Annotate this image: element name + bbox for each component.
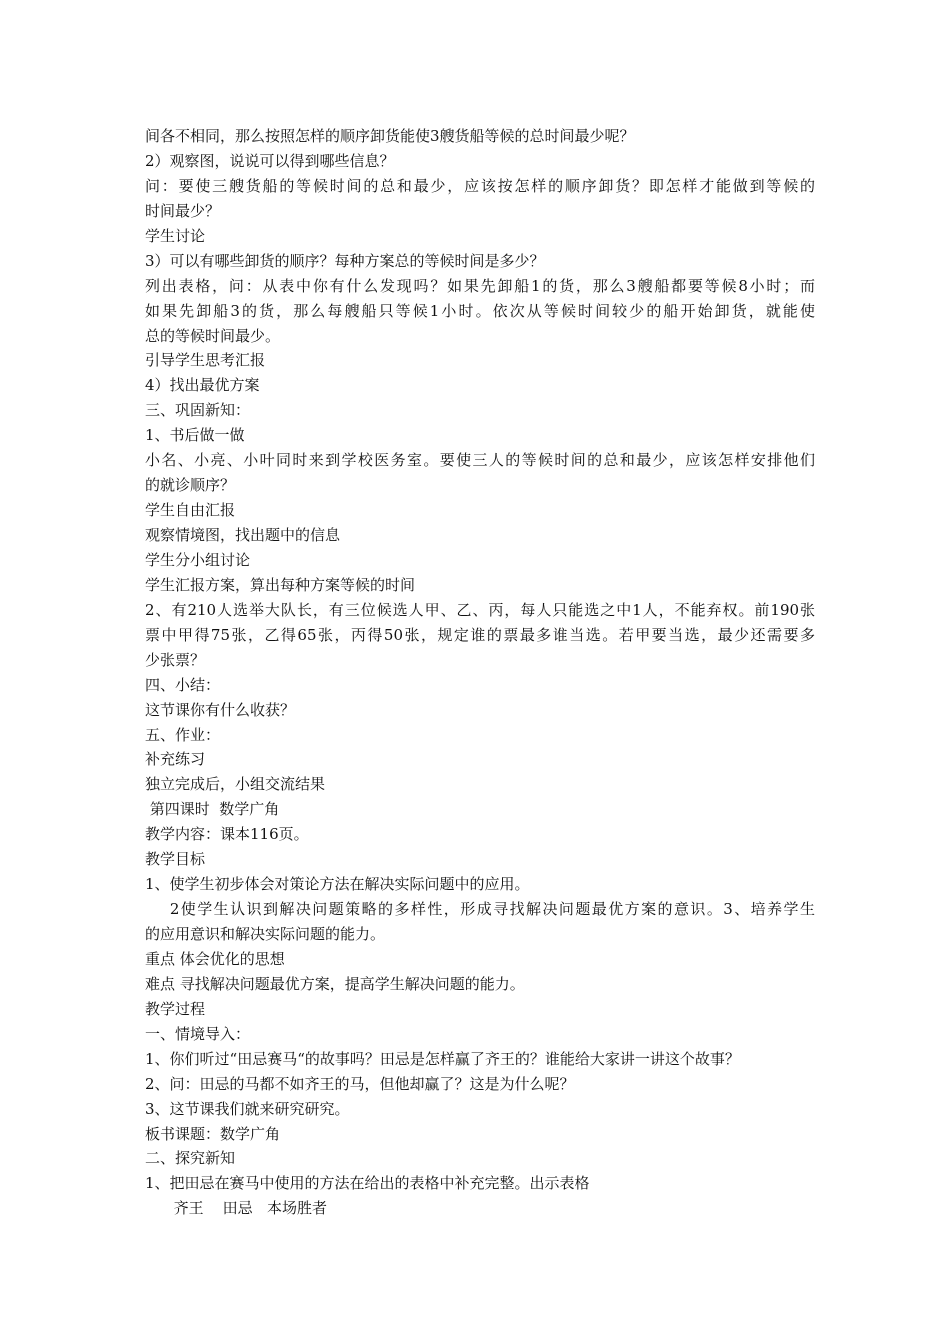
section-heading: 三、巩固新知： <box>145 401 251 420</box>
text-line: 重点 体会优化的思想 <box>145 949 285 968</box>
text-line: 的应用意识和解决实际问题的能力。 <box>145 925 386 943</box>
text-line: 1、你们听过“田忌赛马“的故事吗？田忌是怎样赢了齐王的？谁能给大家讲一讲这个故事？ <box>145 1049 740 1068</box>
text-line: 1、把田忌在赛马中使用的方法在给出的表格中补充完整。出示表格 <box>145 1174 590 1193</box>
text-line: 如果先卸船3的货，那么每艘船只等候1小时。依次从等候时间较少的船开始卸货，就能使 <box>145 301 815 320</box>
document-body <box>145 124 815 1221</box>
text-line: 3）可以有哪些卸货的顺序？每种方案总的等候时间是多少？ <box>145 251 545 270</box>
text-line: 2、有210人选举大队长，有三位候选人甲、乙、丙，每人只能选之中1人，不能弃权。前190张 <box>145 600 815 619</box>
text-line: 独立完成后，小组交流结果 <box>145 775 326 794</box>
text-line: 1、使学生初步体会对策论方法在解决实际问题中的应用。 <box>145 875 530 894</box>
text-line: 观察情境图，找出题中的信息 <box>145 526 341 544</box>
text-line: 小名、小亮、小叶同时来到学校医务室。要使三人的等候时间的总和最少，应该怎样安排他们 <box>145 451 815 470</box>
text-line: 学生自由汇报 <box>145 501 236 520</box>
text-line: 4）找出最优方案 <box>145 376 260 395</box>
text-line: 补充练习 <box>145 750 206 769</box>
text-line: 列出表格，问：从表中你有什么发现吗？如果先卸船1的货，那么3艘船都要等候8小时；而 <box>145 276 815 295</box>
text-line: 2）观察图，说说可以得到哪些信息？ <box>145 151 395 170</box>
text-line: 问：要使三艘货船的等候时间的总和最少，应该按怎样的顺序卸货？即怎样才能做到等候的 <box>145 176 815 195</box>
section-heading: 一、情境导入： <box>145 1024 251 1043</box>
text-line: 时间最少？ <box>145 201 221 220</box>
text-line: 1、书后做一做 <box>145 426 245 445</box>
text-line: 2使学生认识到解决问题策略的多样性，形成寻找解决问题最优方案的意识。3、培养学生 <box>145 900 815 919</box>
lesson-title: 第四课时 数学广角 <box>145 800 280 819</box>
text-line: 学生分小组讨论 <box>145 550 251 569</box>
text-line: 教学内容：课本116页。 <box>145 825 309 844</box>
text-line: 难点 寻找解决问题最优方案，提高学生解决问题的能力。 <box>145 974 525 993</box>
text-line: 票中甲得75张，乙得65张，丙得50张，规定谁的票最多谁当选。若甲要当选，最少还需要多 <box>145 625 815 644</box>
text-line: 少张票？ <box>145 650 206 669</box>
section-heading: 五、作业： <box>145 725 221 744</box>
text-line: 总的等候时间最少。 <box>145 326 281 345</box>
text-line: 教学过程 <box>145 999 206 1018</box>
text-line: 学生汇报方案，算出每种方案等候的时间 <box>145 575 416 594</box>
section-heading: 二、探究新知 <box>145 1149 236 1168</box>
text-line: 3、这节课我们就来研究研究。 <box>145 1099 350 1118</box>
section-heading: 四、小结： <box>145 675 221 694</box>
text-line: 引导学生思考汇报 <box>145 351 266 370</box>
text-line: 的就诊顺序？ <box>145 476 236 495</box>
table-header-line: 齐王 田忌 本场胜者 <box>145 1199 327 1218</box>
text-line: 板书课题：数学广角 <box>145 1124 281 1143</box>
text-line: 学生讨论 <box>145 226 206 245</box>
text-line: 2、问：田忌的马都不如齐王的马，但他却赢了？这是为什么呢？ <box>145 1074 575 1093</box>
text-line: 这节课你有什么收获？ <box>145 700 296 719</box>
text-line: 间各不相同，那么按照怎样的顺序卸货能使3艘货船等候的总时间最少呢？ <box>145 127 635 145</box>
text-line: 教学目标 <box>145 850 206 869</box>
